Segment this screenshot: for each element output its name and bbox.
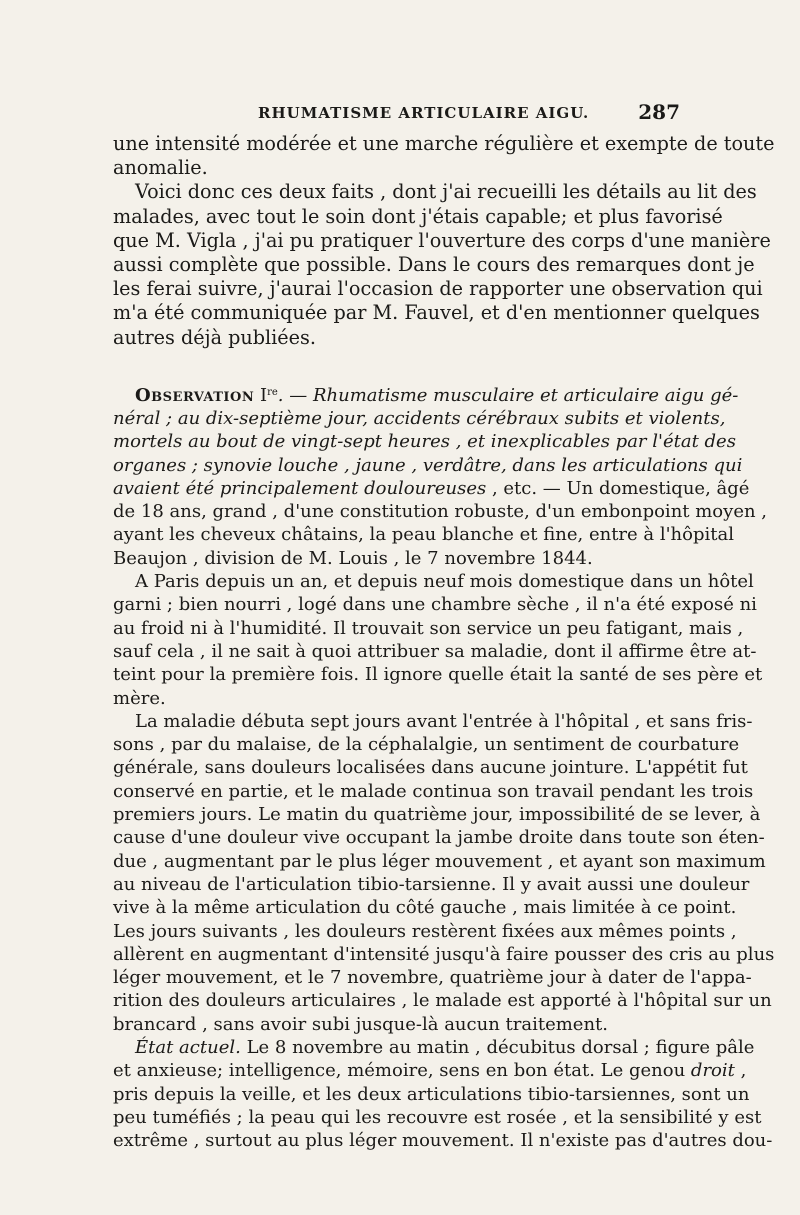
paragraph-line: anomalie. [113,156,208,180]
paragraph-line: les ferai suivre, j'aurai l'occasion de rapporter une observation qui [113,277,763,301]
paragraph-line: aussi complète que possible. Dans le cours des remarques dont je [113,252,755,276]
observation-line: Les jours suivants , les douleurs restèrent fixées aux mêmes points , [113,920,737,942]
observation-line: léger mouvement, et le 7 novembre, quatrième jour à dater de l'appa- [113,967,752,989]
observation-line: due , augmentant par le plus léger mouvement , et ayant son maximum [113,850,766,872]
observation-line: Beaujon , division de M. Louis , le 7 novembre 1844. [113,547,593,569]
observation-label: Observation [135,384,255,406]
running-title: RHUMATISME ARTICULAIRE AIGU. [258,104,590,122]
observation-title-line: avaient été principalement douloureuses , etc. — Un domestique, âgé [113,477,750,499]
observation-line: sons , par du malaise, de la céphalalgie, un sentiment de courbature [113,734,740,756]
body-text [113,132,775,1152]
paragraph-line: une intensité modérée et une marche régulière et exempte de toute [113,132,775,155]
observation-line: sauf cela , il ne sait à quoi attribuer sa maladie, dont il affirme être at- [113,640,757,662]
observation-line: brancard , sans avoir subi jusque-là aucun traitement. [113,1013,608,1035]
observation-title-line: mortels au bout de vingt-sept heures , et inexplicables par l'état des [113,431,736,453]
observation-line: peu tuméfiés ; la peau qui les recouvre est rosée , et la sensibilité y est [113,1106,762,1128]
observation-line: au froid ni à l'humidité. Il trouvait son service un peu fatigant, mais , [113,617,744,639]
observation-line: premiers jours. Le matin du quatrième jour, impossibilité de se lever, à [113,804,761,826]
observation-line: allèrent en augmentant d'intensité jusqu'à faire pousser des cris au plus [113,943,775,965]
observation-line: cause d'une douleur vive occupant la jambe droite dans toute son éten- [113,827,765,849]
observation-line: extrême , surtout au plus léger mouvement. Il n'existe pas d'autres dou- [113,1130,773,1152]
paragraph-line: m'a été communiquée par M. Fauvel, et d'en mentionner quelques [113,301,760,325]
observation-line: de 18 ans, grand , d'une constitution robuste, d'un embonpoint moyen , [113,501,768,523]
observation-ordinal-suffix: re [267,386,278,398]
observation-title: . — Rhumatisme musculaire et articulaire aigu gé- [277,384,739,406]
observation-line: ayant les cheveux châtains, la peau blanche et fine, entre à l'hôpital [113,524,734,546]
observation-line: mère. [113,687,166,709]
paragraph-line: que M. Vigla , j'ai pu pratiquer l'ouverture des corps d'une manière [113,228,771,252]
observation-title-line: organes ; synovie louche , jaune , verdâtre, dans les articulations qui [113,454,743,476]
paragraph-line: malades, avec tout le soin dont j'étais capable; et plus favorisé [113,204,723,228]
observation-line: au niveau de l'articulation tibio-tarsienne. Il y avait aussi une douleur [113,873,750,895]
page-header [113,100,680,130]
etat-actuel-line: État actuel. Le 8 novembre au matin , décubitus dorsal ; figure pâle [135,1037,755,1058]
observation-line: teint pour la première fois. Il ignore quelle était la santé de ses père et [113,664,763,686]
paragraph-line: Voici donc ces deux faits , dont j'ai recueilli les détails au lit des [135,180,757,204]
observation-line: pris depuis la veille, et les deux articulations tibio-tarsiennes, sont un [113,1083,750,1105]
paragraph-line: autres déjà publiées. [113,325,316,349]
observation-ordinal: I [259,384,268,406]
observation-line: La maladie débuta sept jours avant l'entrée à l'hôpital , et sans fris- [135,710,753,732]
observation-line: vive à la même articulation du côté gauche , mais limitée à ce point. [113,897,737,919]
observation-line: garni ; bien nourri , logé dans une chambre sèche , il n'a été exposé ni [113,594,757,616]
observation-line: rition des douleurs articulaires , le malade est apporté à l'hôpital sur un [113,990,772,1012]
etat-actuel-label: État actuel. [135,1037,241,1058]
observation-line: générale, sans douleurs localisées dans aucune jointure. L'appétit fut [113,757,748,779]
page-number: 287 [638,100,680,124]
observation-line: et anxieuse; intelligence, mémoire, sens en bon état. Le genou droit , [113,1060,747,1082]
observation-line: conservé en partie, et le malade continua son travail pendant les trois [113,780,754,802]
observation-line: A Paris depuis un an, et depuis neuf mois domestique dans un hôtel [135,571,754,593]
observation-title-line: néral ; au dix-septième jour, accidents cérébraux subits et violents, [113,407,726,429]
observation-heading [113,384,739,407]
observation-section [113,384,775,1153]
